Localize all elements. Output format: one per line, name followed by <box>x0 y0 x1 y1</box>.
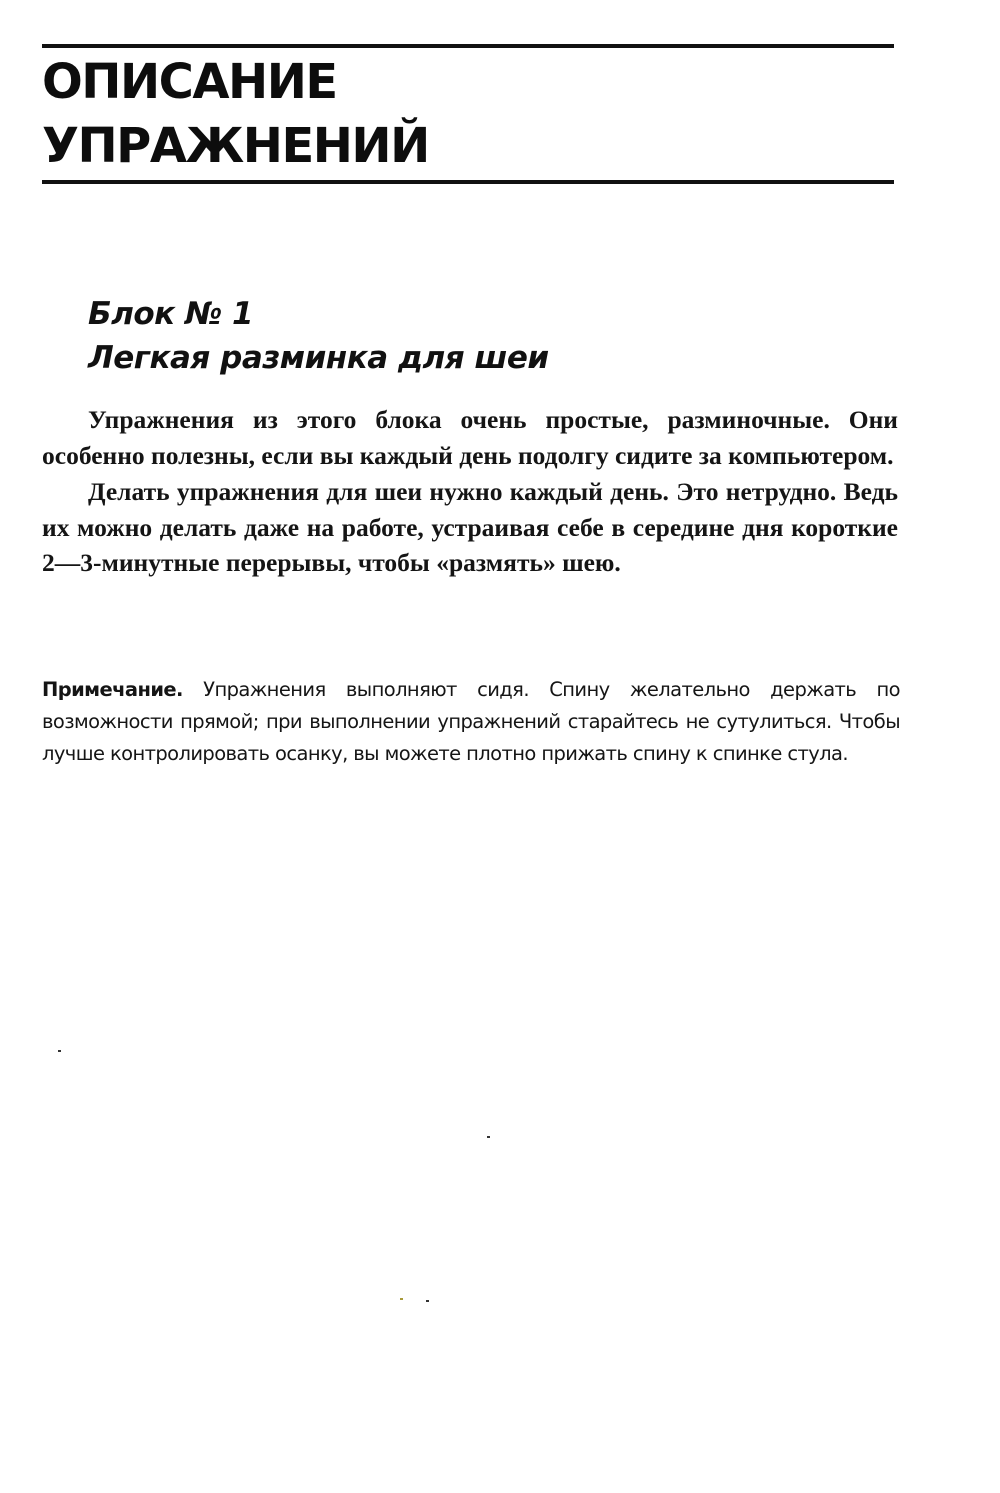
bottom-rule <box>42 180 894 184</box>
print-speck <box>487 1136 490 1138</box>
chapter-title <box>42 50 429 178</box>
note-text: Упражнения выполняют сидя. Спину желательно держать по возможности прямой; при выполнении упражнений старайтесь не сутулиться. Чтобы лучше контролировать осанку, вы можете плотно прижать спину к спинке стула. <box>42 678 900 765</box>
body-text <box>42 402 898 582</box>
chapter-title-line-1: ОПИСАНИЕ <box>42 54 337 110</box>
print-speck <box>400 1298 403 1300</box>
chapter-title-line-2: УПРАЖНЕНИЙ <box>42 118 429 174</box>
block-name: Легкая разминка для шеи <box>88 340 549 376</box>
block-heading <box>88 292 549 380</box>
note <box>42 674 900 770</box>
note-label: Примечание. <box>42 678 183 701</box>
print-speck <box>58 1050 61 1052</box>
block-number: Блок № 1 <box>88 296 254 332</box>
paragraph-2: Делать упражнения для шеи нужно каждый день. Это нетрудно. Ведь их можно делать даже на работе, устраивая себе в середине дня короткие 2—3-минутные перерывы, чтобы «размять» шею. <box>42 477 898 577</box>
top-rule <box>42 44 894 48</box>
print-speck <box>426 1300 429 1302</box>
paragraph-1: Упражнения из этого блока очень простые, разминочные. Они особенно полезны, если вы каждый день подолгу сидите за компьютером. <box>42 405 898 470</box>
